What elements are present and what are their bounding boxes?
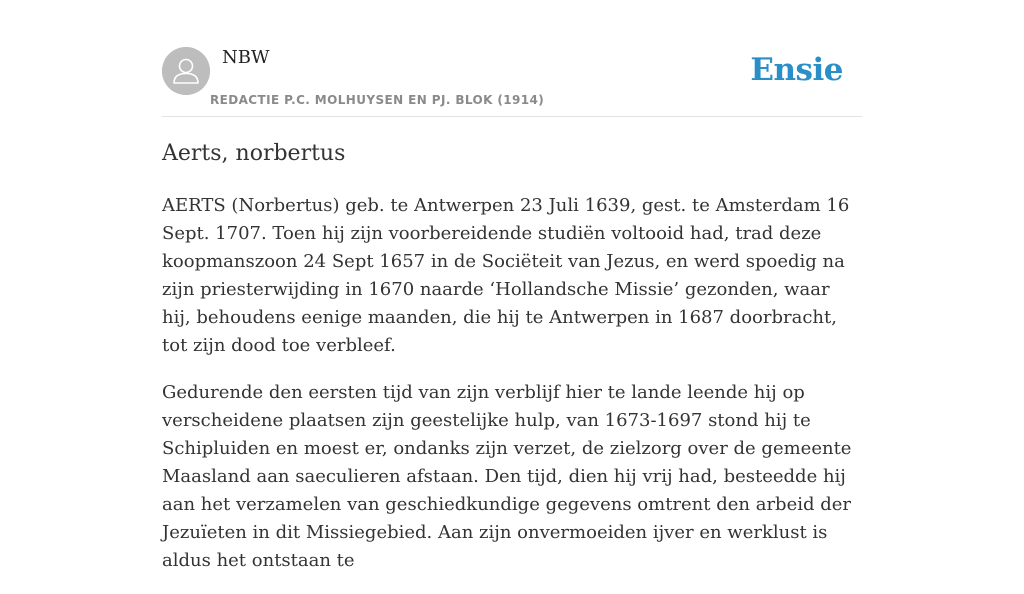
article-paragraph: AERTS (Norbertus) geb. te Antwerpen 23 Juli 1639, gest. te Amsterdam 16 Sept. 1707. Toen hij zijn voorbereidende studiën voltooid had, trad deze koopmanszoon 24 Sept 1657 in de Sociëteit van Jezus, en werd spoedig na zijn priesterwijding in 1670 naarde ‘Hollandsche Missie’ gezonden, waar hij, behoudens eenige maanden, die hij te Antwerpen in 1687 doorbracht, tot zijn dood toe verbleef. — [162, 195, 850, 356]
header — [162, 47, 862, 117]
article-body — [162, 192, 862, 594]
source-subtitle: REDACTIE P.C. MOLHUYSEN EN PJ. BLOK (1914) — [210, 93, 545, 107]
user-avatar-icon[interactable] — [162, 47, 210, 95]
article-title: Aerts, norbertus — [162, 141, 346, 166]
article-paragraph: Gedurende den eersten tijd van zijn verblijf hier te lande leende hij op verscheidene plaatsen zijn geestelijke hulp, van 1673-1697 stond hij te Schipluiden en moest er, ondanks zijn verzet, de zielzorg over de gemeente Maasland aan saeculieren afstaan. Den tijd, dien hij vrij had, besteedde hij aan het verzamelen van geschiedkundige gegevens omtrent den arbeid der Jezuïeten in dit Missiegebied. Aan zijn onvermoeiden ijver en werklust is aldus het ontstaan te — [162, 382, 852, 571]
author-name[interactable]: NBW — [222, 47, 270, 68]
ensie-logo[interactable]: Ensie — [750, 52, 843, 88]
